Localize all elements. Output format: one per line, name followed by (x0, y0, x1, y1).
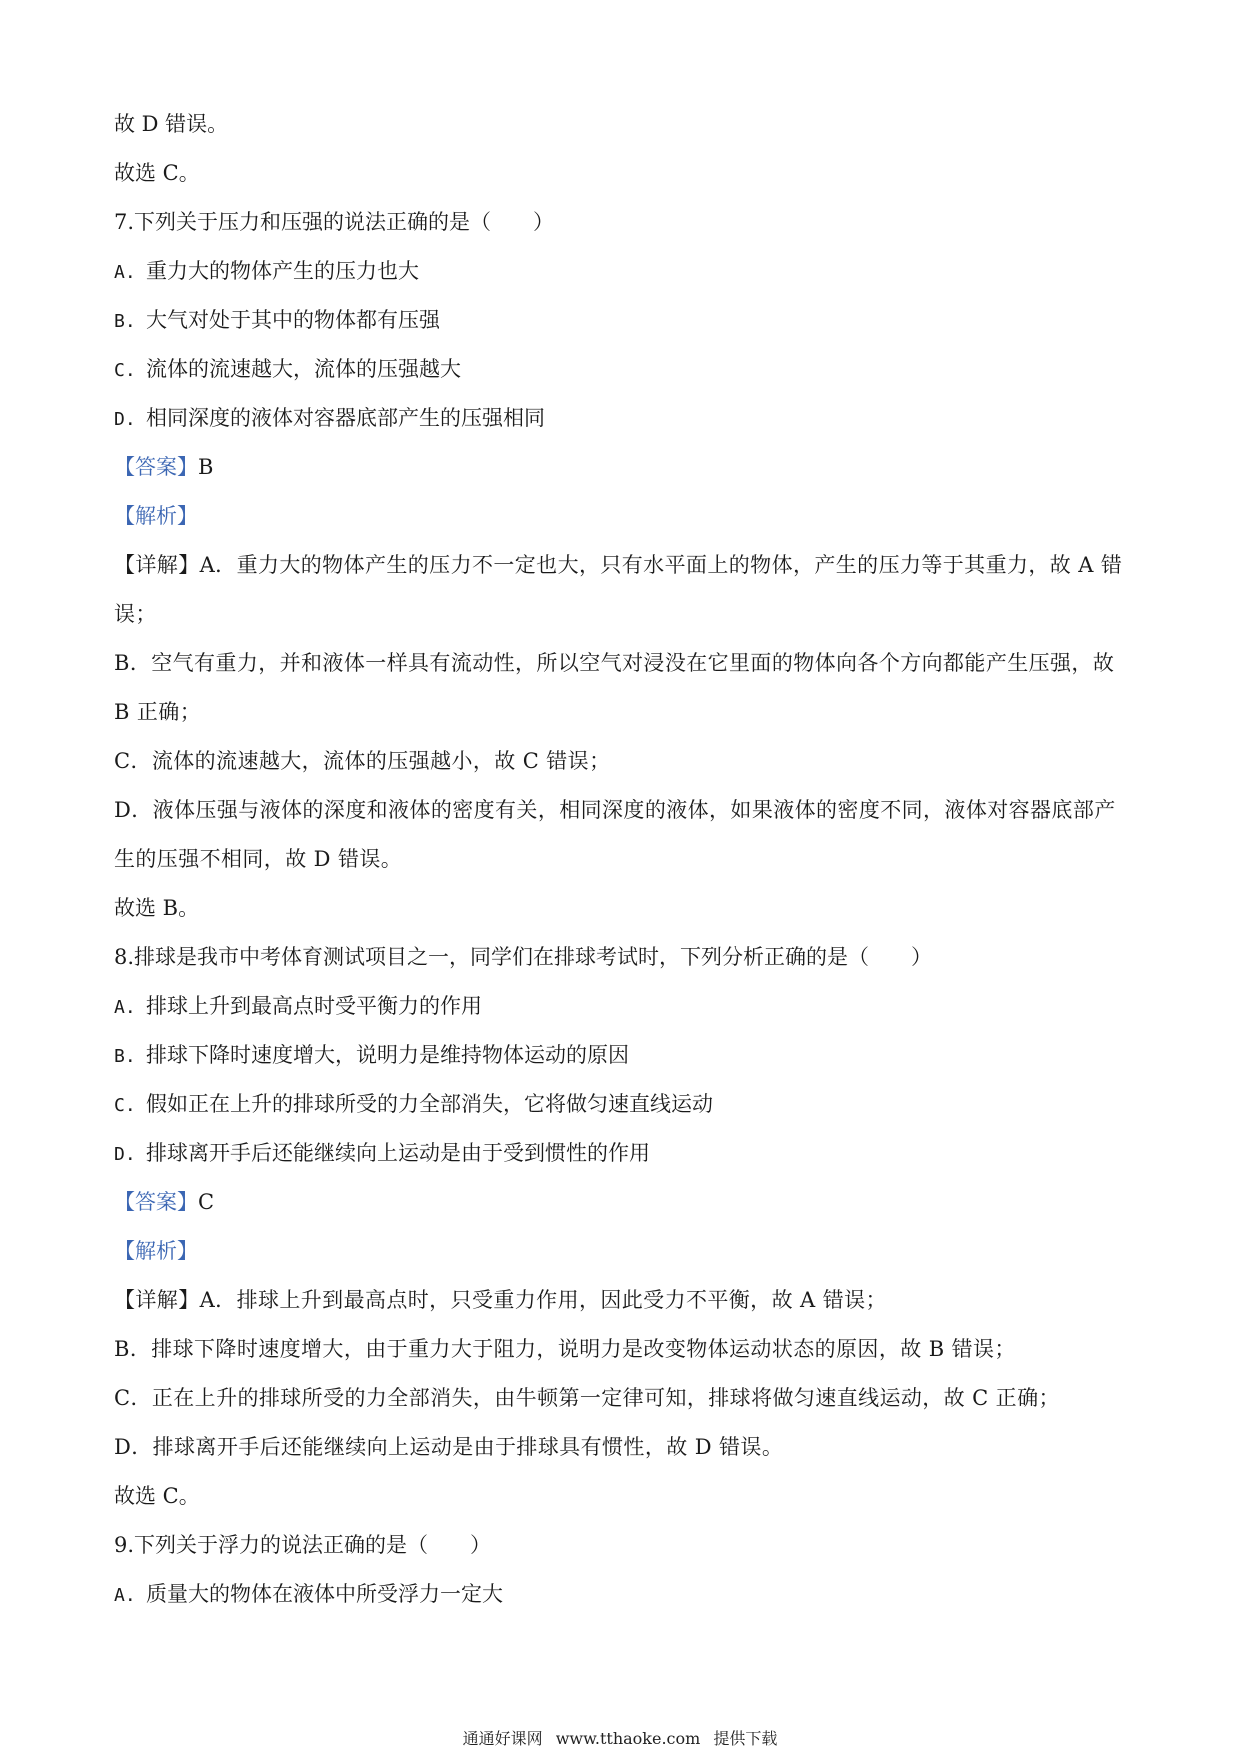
analysis-tag: 【解析】 (114, 504, 198, 528)
text-line: 故 D 错误。 (114, 112, 229, 136)
option-text: 质量大的物体在液体中所受浮力一定大 (146, 1582, 503, 1606)
question-8-answer (114, 1178, 1134, 1227)
question-8-option-c (114, 1080, 1134, 1129)
question-7-answer (114, 443, 1134, 492)
option-text: 排球下降时速度增大，说明力是维持物体运动的原因 (146, 1043, 629, 1067)
question-7-option-c (114, 345, 1134, 394)
option-letter: A. (114, 997, 136, 1018)
question-8-analysis (114, 1227, 1134, 1276)
option-letter: D. (114, 409, 136, 430)
question-8-stem: 8.排球是我市中考体育测试项目之一，同学们在排球考试时，下列分析正确的是（ ） (114, 945, 933, 969)
answer-tag: 【答案】 (114, 455, 198, 479)
option-text: 流体的流速越大，流体的压强越大 (146, 357, 461, 381)
footer-url[interactable]: www.tthaoke.com (555, 1729, 701, 1748)
question-8-option-a (114, 982, 1134, 1031)
page-content (114, 100, 1134, 1619)
option-text: 排球离开手后还能继续向上运动是由于受到惯性的作用 (146, 1141, 650, 1165)
detail-text: A．重力大的物体产生的压力不一定也大，只有水平面上的物体，产生的压力等于其重力，故 A 错误； (114, 553, 1123, 626)
question-9-stem: 9.下列关于浮力的说法正确的是（ ） (114, 1533, 492, 1557)
question-7-detail-c: C．流体的流速越大，流体的压强越小，故 C 错误； (114, 749, 611, 773)
page-footer (0, 1728, 1240, 1750)
option-letter: C. (114, 1095, 136, 1116)
answer-value: B (198, 455, 214, 479)
option-text: 重力大的物体产生的压力也大 (146, 259, 419, 283)
question-8-option-b (114, 1031, 1134, 1080)
analysis-tag: 【解析】 (114, 1239, 198, 1263)
footer-site-name: 通通好课网 (462, 1729, 543, 1748)
question-8-conclusion: 故选 C。 (114, 1484, 200, 1508)
question-7-detail-d: D．液体压强与液体的深度和液体的密度有关，相同深度的液体，如果液体的密度不同，液体对容器底部产生的压强不相同，故 D 错误。 (114, 798, 1116, 871)
option-text: 相同深度的液体对容器底部产生的压强相同 (146, 406, 545, 430)
question-8-detail-a (114, 1276, 1134, 1325)
text-line: 故选 C。 (114, 161, 200, 185)
option-letter: A. (114, 262, 136, 283)
question-7-detail-a (114, 541, 1134, 639)
option-text: 假如正在上升的排球所受的力全部消失，它将做匀速直线运动 (146, 1092, 713, 1116)
question-7-conclusion: 故选 B。 (114, 896, 200, 920)
question-7-detail-b: B．空气有重力，并和液体一样具有流动性，所以空气对浸没在它里面的物体向各个方向都能产生压强，故 B 正确； (114, 651, 1115, 724)
detail-tag: 【详解】 (114, 1288, 200, 1312)
question-7-stem: 7.下列关于压力和压强的说法正确的是（ ） (114, 210, 555, 234)
question-7-option-a (114, 247, 1134, 296)
detail-text: A．排球上升到最高点时，只受重力作用，因此受力不平衡，故 A 错误； (199, 1288, 887, 1312)
question-7-analysis (114, 492, 1134, 541)
question-8-detail-d: D．排球离开手后还能继续向上运动是由于排球具有惯性，故 D 错误。 (114, 1435, 784, 1459)
answer-tag: 【答案】 (114, 1190, 198, 1214)
question-7-option-d (114, 394, 1134, 443)
option-letter: D. (114, 1144, 136, 1165)
question-8-detail-b: B．排球下降时速度增大，由于重力大于阻力，说明力是改变物体运动状态的原因，故 B 错误； (114, 1337, 1016, 1361)
option-text: 排球上升到最高点时受平衡力的作用 (146, 994, 482, 1018)
option-letter: B. (114, 1046, 136, 1067)
footer-note: 提供下载 (713, 1729, 778, 1748)
question-7-option-b (114, 296, 1134, 345)
answer-value: C (198, 1190, 215, 1214)
option-letter: C. (114, 360, 136, 381)
question-8-detail-c: C．正在上升的排球所受的力全部消失，由牛顿第一定律可知，排球将做匀速直线运动，故 C 正确； (114, 1386, 1060, 1410)
question-8-option-d (114, 1129, 1134, 1178)
detail-tag: 【详解】 (114, 553, 200, 577)
option-text: 大气对处于其中的物体都有压强 (146, 308, 440, 332)
option-letter: A. (114, 1585, 136, 1606)
question-9-option-a (114, 1570, 1134, 1619)
option-letter: B. (114, 311, 136, 332)
